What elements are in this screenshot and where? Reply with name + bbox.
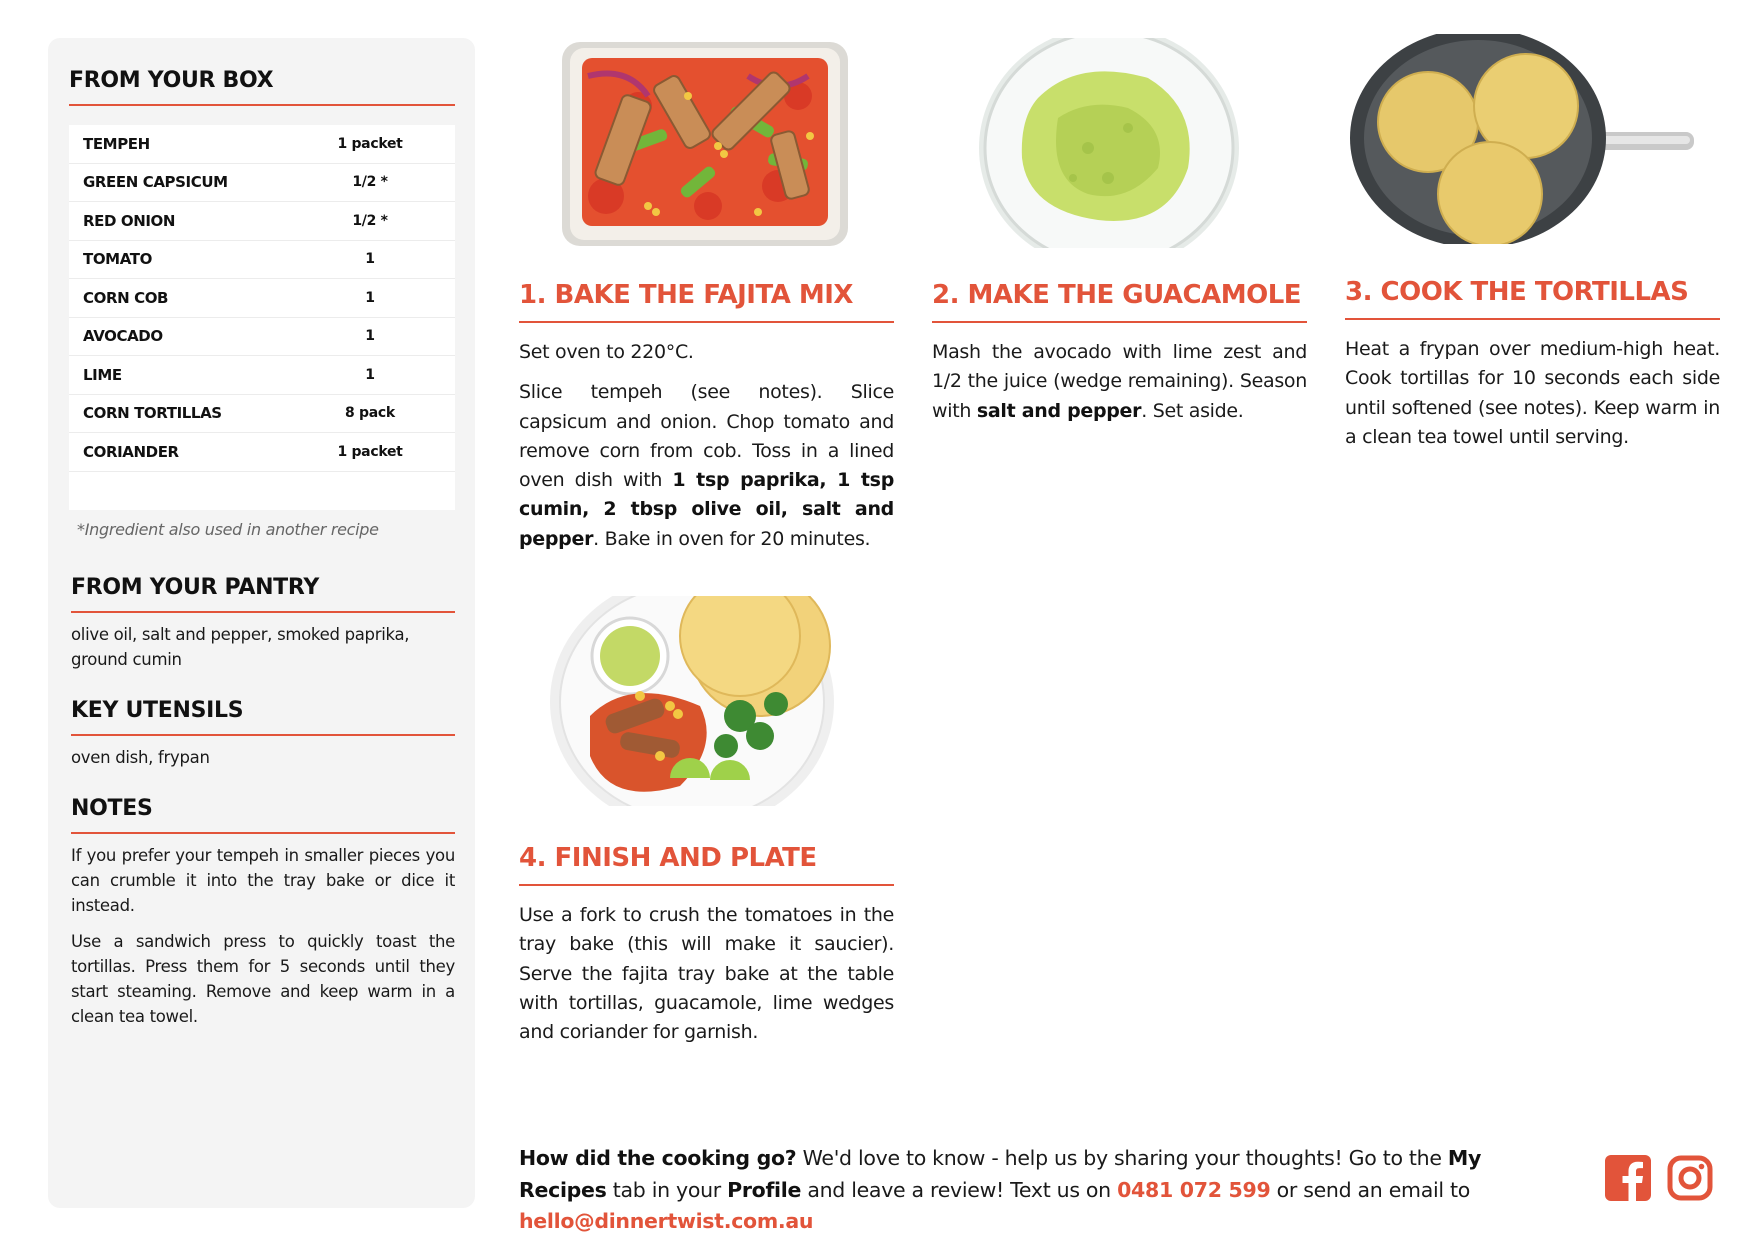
facebook-icon[interactable] [1605,1155,1651,1201]
ingredient-row [69,241,455,280]
ingredient-row [69,356,455,395]
ingredient-row [69,395,455,434]
ingredient-row [69,164,455,203]
divider [71,734,455,736]
step-3-body [1345,335,1720,452]
note-paragraph: Use a sandwich press to quickly toast the tortillas. Press them for 5 seconds until they start steaming. Remove and keep warm in a clean tea towel. [71,932,455,1026]
profile-link[interactable]: Profile [727,1177,802,1202]
step-paragraph: Set oven to 220°C. [519,341,694,363]
from-your-pantry-heading: FROM YOUR PANTRY [71,575,319,600]
step-paragraph: Mash the avocado with lime zest and 1/2 the juice (wedge remaining). Season with salt and pepper. Set aside. [932,341,1307,422]
ingredient-name: LIME [83,365,122,384]
ingredient-qty: 1 [365,366,375,383]
notes-heading: NOTES [71,796,153,821]
ingredients-panel [48,38,475,1208]
ingredient-name: TEMPEH [83,134,150,153]
plated-fajitas-photo [550,596,880,806]
ingredient-name: CORN TORTILLAS [83,404,222,423]
ingredient-qty: 1 [365,251,375,268]
phone-link[interactable]: 0481 072 599 [1117,1177,1271,1202]
divider [932,321,1307,323]
feedback-footer: How did the cooking go? We'd love to know - help us by sharing your thoughts! Go to the My Recipes tab in your Profile and leave a review! Text us on 0481 072 599 or send an email to hello@dinnertwist.com.au [519,1146,1482,1233]
divider [69,104,455,106]
ingredient-row [69,202,455,241]
divider [519,321,894,323]
ingredient-qty: 1/2 * [352,174,388,191]
ingredient-row [69,279,455,318]
step-paragraph: Slice tempeh (see notes). Slice capsicum and onion. Chop tomato and remove corn from cob. Toss in a lined oven dish with 1 tsp paprika, 1 tsp cumin, 2 tbsp olive oil, salt and pepper. Bake in oven for 20 minutes. [519,381,894,550]
step-3-title: 3. COOK THE TORTILLAS [1345,277,1689,307]
ingredient-name: GREEN CAPSICUM [83,173,228,192]
divider [1345,318,1720,320]
ingredient-qty: 1/2 * [352,212,388,229]
from-your-box-heading: FROM YOUR BOX [69,68,274,93]
email-link[interactable]: hello@dinnertwist.com.au [519,1209,814,1233]
ingredient-row [69,318,455,357]
ingredient-qty: 1 [365,289,375,306]
pantry-list: olive oil, salt and pepper, smoked paprika, ground cumin [71,625,410,669]
ingredient-footnote: *Ingredient also used in another recipe [77,520,379,539]
frypan-tortillas-photo [1350,34,1696,244]
ingredient-row [69,433,455,472]
ingredients-table [69,125,455,510]
footer-question: How did the cooking go? [519,1146,797,1170]
step-paragraph: Use a fork to crush the tomatoes in the tray bake (this will make it saucier). Serve the fajita tray bake at the table with tortillas, guacamole, lime wedges and coriander for garnish. [519,904,894,1044]
ingredient-name: RED ONION [83,211,176,230]
fajita-tray-photo [548,36,860,250]
divider [71,611,455,613]
step-paragraph: Heat a frypan over medium-high heat. Cook tortillas for 10 seconds each side until softened (see notes). Keep warm in a clean tea towel until serving. [1345,338,1720,448]
note-paragraph: If you prefer your tempeh in smaller pieces you can crumble it into the tray bake or dice it instead. [71,846,455,915]
step-1-body [519,338,894,554]
ingredient-name: TOMATO [83,250,152,269]
ingredient-qty: 1 packet [337,443,403,460]
divider [519,884,894,886]
ingredient-name: CORIANDER [83,442,179,461]
ingredient-name: CORN COB [83,288,169,307]
ingredient-row-empty [69,472,455,510]
step-2-body [932,338,1307,426]
ingredient-row [69,125,455,164]
utensils-list: oven dish, frypan [71,748,210,767]
divider [71,832,455,834]
step-1-title: 1. BAKE THE FAJITA MIX [519,280,853,310]
ingredient-qty: 8 pack [345,405,395,422]
my-recipes-link[interactable]: My Recipes [519,1146,1482,1202]
ingredient-name: AVOCADO [83,327,163,346]
guacamole-bowl-photo [978,38,1240,248]
key-utensils-heading: KEY UTENSILS [71,698,244,723]
step-4-title: 4. FINISH AND PLATE [519,843,817,873]
step-2-title: 2. MAKE THE GUACAMOLE [932,280,1302,310]
ingredient-qty: 1 [365,328,375,345]
notes-body [71,843,455,1029]
ingredient-qty: 1 packet [337,135,403,152]
instagram-icon[interactable] [1667,1155,1713,1201]
step-4-body [519,901,894,1047]
